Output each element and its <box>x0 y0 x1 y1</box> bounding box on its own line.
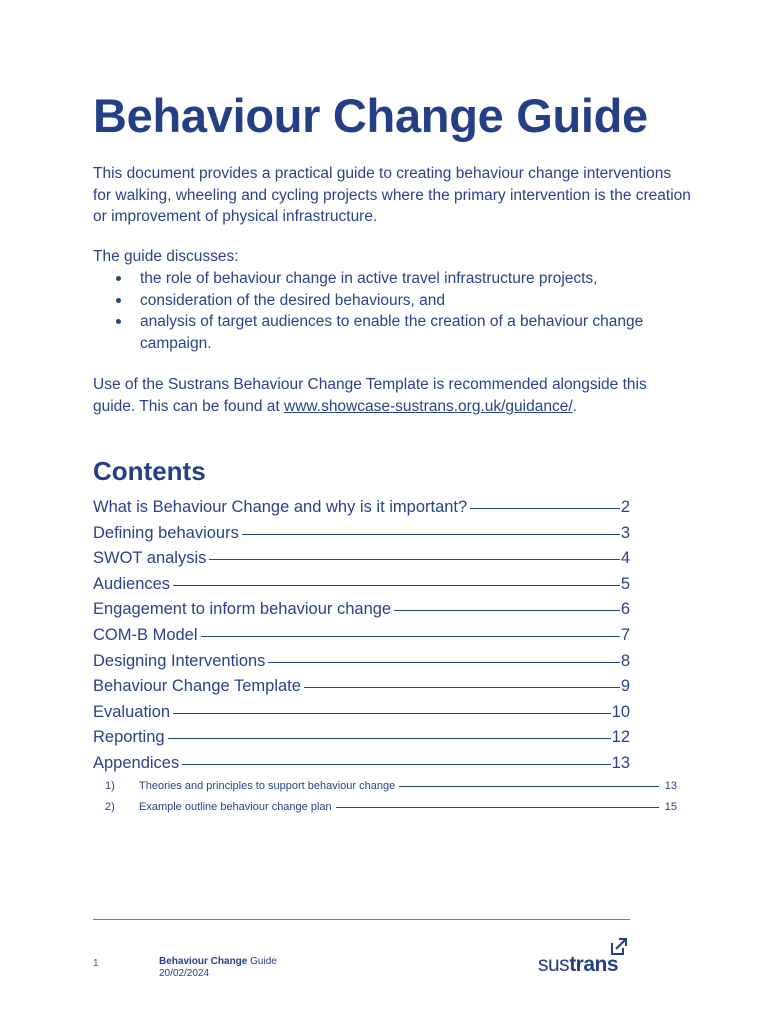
toc-leader <box>209 559 619 560</box>
toc-entry[interactable] <box>93 626 630 652</box>
toc-leader <box>470 508 620 509</box>
toc-leader <box>399 786 659 787</box>
toc-entry[interactable] <box>93 728 630 754</box>
logo-text-bold: trans <box>569 953 619 976</box>
appendix-label: Theories and principles to support behaviour change <box>139 780 396 792</box>
discusses-label: The guide discusses: <box>93 248 239 265</box>
appendix-page: 13 <box>664 780 677 792</box>
list-item-text: consideration of the desired behaviours, and <box>140 291 446 309</box>
toc-entry-label: Behaviour Change Template <box>93 677 301 696</box>
toc-entry-page: 4 <box>620 549 630 568</box>
toc-entry-label: Engagement to inform behaviour change <box>93 600 392 619</box>
toc-leader <box>268 662 619 663</box>
toc-leader <box>304 687 620 688</box>
toc-entry-label: COM-B Model <box>93 625 198 644</box>
footer-document-title <box>159 956 277 980</box>
page-number: 1 <box>93 958 99 969</box>
appendix-label: Example outline behaviour change plan <box>139 801 332 813</box>
toc-leader <box>182 764 610 765</box>
toc-entry-label: Designing Interventions <box>93 651 266 670</box>
toc-entry[interactable] <box>93 549 630 575</box>
toc-entry-page: 2 <box>620 498 630 516</box>
toc-entry-page: 5 <box>620 574 630 593</box>
toc-entry[interactable] <box>93 524 630 550</box>
toc-entry[interactable] <box>93 677 630 703</box>
toc-leader <box>242 534 620 535</box>
toc-entry-page: 10 <box>611 702 630 721</box>
toc-entry-page: 7 <box>620 625 630 644</box>
toc-leader <box>201 636 620 637</box>
template-note <box>93 374 693 417</box>
footer-title-bold: Behaviour Change <box>159 956 248 967</box>
appendix-number: 1) <box>105 780 115 792</box>
contents-heading: Contents <box>93 456 206 486</box>
footer-date: 20/02/2024 <box>159 968 210 979</box>
list-item <box>93 268 693 290</box>
toc-entry-page: 13 <box>611 753 630 772</box>
appendix-entry[interactable] <box>93 780 677 801</box>
toc-leader <box>168 738 611 739</box>
toc-entry[interactable] <box>93 498 630 524</box>
toc-entry[interactable] <box>93 754 630 780</box>
bullet-icon <box>116 319 121 324</box>
template-note-end: . <box>572 397 577 415</box>
toc-entry-label: What is Behaviour Change and why is it important? <box>93 498 468 516</box>
toc-entry[interactable] <box>93 600 630 626</box>
toc-entry-page: 6 <box>620 600 630 619</box>
toc-entry-page: 9 <box>620 677 630 696</box>
list-item <box>93 290 693 312</box>
logo-text-light: sus <box>538 953 570 976</box>
intro-paragraph: This document provides a practical guide to creating behaviour change interventions for walking, wheeling and cycling projects where the primary intervention is the creation or improvement of physical infrastructure. <box>93 165 691 225</box>
toc-entry-label: Evaluation <box>93 702 171 721</box>
bullet-icon <box>116 298 121 303</box>
toc-entry[interactable] <box>93 652 630 678</box>
toc-entry[interactable] <box>93 703 630 729</box>
toc-entry[interactable] <box>93 575 630 601</box>
logo-wordmark <box>538 954 618 976</box>
toc-entry-page: 3 <box>620 523 630 542</box>
list-item-text: the role of behaviour change in active travel infrastructure projects, <box>140 270 598 287</box>
footer-title-rest: Guide <box>247 956 277 967</box>
list-item <box>93 311 693 354</box>
toc-entry-label: Defining behaviours <box>93 523 239 542</box>
toc-leader <box>173 585 620 586</box>
template-note-text: Use of the Sustrans Behaviour Change Template is recommended alongside this guide. This can be found at <box>93 376 647 415</box>
toc-entry-label: SWOT analysis <box>93 549 207 568</box>
footer-divider <box>93 919 630 920</box>
toc-entry-page: 8 <box>620 651 630 670</box>
toc-entry-label: Reporting <box>93 728 165 747</box>
appendix-number: 2) <box>105 801 115 813</box>
toc-entry-page: 12 <box>611 728 630 747</box>
list-item-text: analysis of target audiences to enable the creation of a behaviour change campaign. <box>140 313 644 352</box>
toc-leader <box>336 807 659 808</box>
toc-entry-label: Appendices <box>93 753 180 772</box>
appendix-list <box>93 780 677 822</box>
toc-leader <box>173 713 611 714</box>
toc-leader <box>394 610 620 611</box>
sustrans-logo <box>538 936 633 976</box>
appendix-page: 15 <box>664 801 677 813</box>
guidance-link[interactable]: www.showcase-sustrans.org.uk/guidance/ <box>284 397 573 415</box>
document-title: Behaviour Change Guide <box>93 89 648 142</box>
bullet-icon <box>116 276 121 281</box>
table-of-contents <box>93 498 630 780</box>
discussion-list <box>93 268 693 354</box>
toc-entry-label: Audiences <box>93 574 171 593</box>
appendix-entry[interactable] <box>93 801 677 822</box>
